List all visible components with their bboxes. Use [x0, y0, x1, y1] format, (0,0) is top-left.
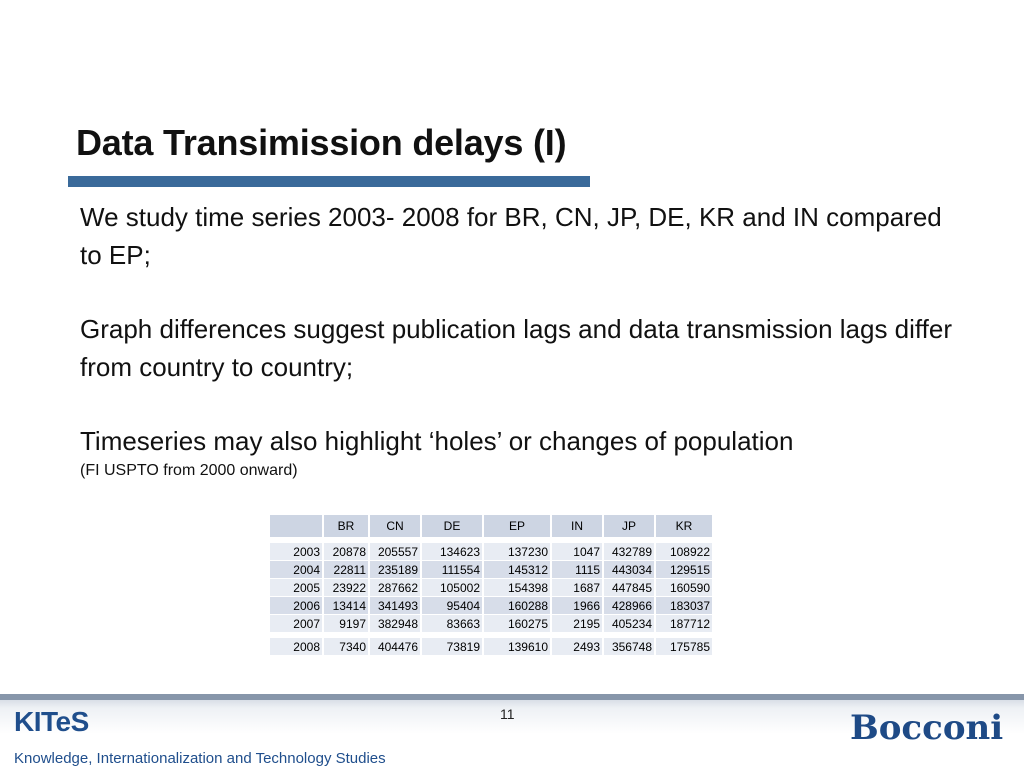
table-cell: 404476 [370, 638, 420, 655]
table-cell: 447845 [604, 579, 654, 596]
title-underline [68, 176, 590, 187]
kites-logo: KITeS [14, 706, 89, 737]
header-cell: KR [656, 515, 712, 537]
table-cell: 1687 [552, 579, 602, 596]
table-cell: 137230 [484, 543, 550, 560]
table-cell: 443034 [604, 561, 654, 578]
table-cell: 160288 [484, 597, 550, 614]
table-cell: 73819 [422, 638, 482, 655]
table-cell: 2004 [270, 561, 322, 578]
table-spacer [270, 633, 712, 637]
data-table [268, 514, 714, 656]
table-cell: 183037 [656, 597, 712, 614]
header-cell: JP [604, 515, 654, 537]
bocconi-logo: Bocconi [850, 708, 1004, 748]
table-cell: 2003 [270, 543, 322, 560]
table-cell: 382948 [370, 615, 420, 632]
table-row [270, 543, 712, 560]
table-row [270, 615, 712, 632]
table-cell: 95404 [422, 597, 482, 614]
header-cell: DE [422, 515, 482, 537]
table-cell: 23922 [324, 579, 368, 596]
table-cell: 111554 [422, 561, 482, 578]
table-cell: 2005 [270, 579, 322, 596]
table-cell: 154398 [484, 579, 550, 596]
table-cell: 235189 [370, 561, 420, 578]
table-row [270, 579, 712, 596]
table-cell: 7340 [324, 638, 368, 655]
table-cell: 405234 [604, 615, 654, 632]
table-cell: 341493 [370, 597, 420, 614]
slide-body [80, 198, 960, 482]
footer-divider [0, 694, 1024, 700]
table-cell: 22811 [324, 561, 368, 578]
page-number: 11 [500, 706, 515, 722]
table-cell: 1115 [552, 561, 602, 578]
table-cell: 13414 [324, 597, 368, 614]
table-cell: 287662 [370, 579, 420, 596]
table-cell: 139610 [484, 638, 550, 655]
paragraph-timeseries [80, 422, 960, 482]
table-cell: 108922 [656, 543, 712, 560]
table-cell: 356748 [604, 638, 654, 655]
table-cell: 2493 [552, 638, 602, 655]
table-cell: 129515 [656, 561, 712, 578]
paragraph-timeseries-text: Timeseries may also highlight ‘holes’ or changes of population [80, 426, 794, 456]
table-cell: 105002 [422, 579, 482, 596]
table-cell: 1047 [552, 543, 602, 560]
table-spacer [270, 538, 712, 542]
paragraph-study: We study time series 2003- 2008 for BR, CN, JP, DE, KR and IN compared to EP; [80, 202, 942, 270]
header-cell: EP [484, 515, 550, 537]
table-cell: 2006 [270, 597, 322, 614]
table-cell: 175785 [656, 638, 712, 655]
table-cell: 187712 [656, 615, 712, 632]
table-cell: 1966 [552, 597, 602, 614]
table-cell: 205557 [370, 543, 420, 560]
table-cell: 160590 [656, 579, 712, 596]
header-cell [270, 515, 322, 537]
paragraph-note: (FI USPTO from 2000 onward) [80, 462, 298, 479]
table-cell: 2008 [270, 638, 322, 655]
kites-subtitle: Knowledge, Internationalization and Technology Studies [14, 750, 386, 767]
paragraph-graph: Graph differences suggest publication lags and data transmission lags differ from country to country; [80, 314, 953, 382]
table-cell: 428966 [604, 597, 654, 614]
table-cell: 145312 [484, 561, 550, 578]
table-header-row [270, 515, 712, 537]
table-row [270, 638, 712, 655]
table-row [270, 561, 712, 578]
table-cell: 160275 [484, 615, 550, 632]
table-cell: 83663 [422, 615, 482, 632]
table-cell: 2195 [552, 615, 602, 632]
header-cell: BR [324, 515, 368, 537]
slide-title: Data Transimission delays (I) [76, 122, 567, 163]
header-cell: CN [370, 515, 420, 537]
table-row [270, 597, 712, 614]
table-cell: 9197 [324, 615, 368, 632]
table-cell: 134623 [422, 543, 482, 560]
table-cell: 20878 [324, 543, 368, 560]
header-cell: IN [552, 515, 602, 537]
table-cell: 432789 [604, 543, 654, 560]
table-cell: 2007 [270, 615, 322, 632]
slide-footer [0, 694, 1024, 768]
